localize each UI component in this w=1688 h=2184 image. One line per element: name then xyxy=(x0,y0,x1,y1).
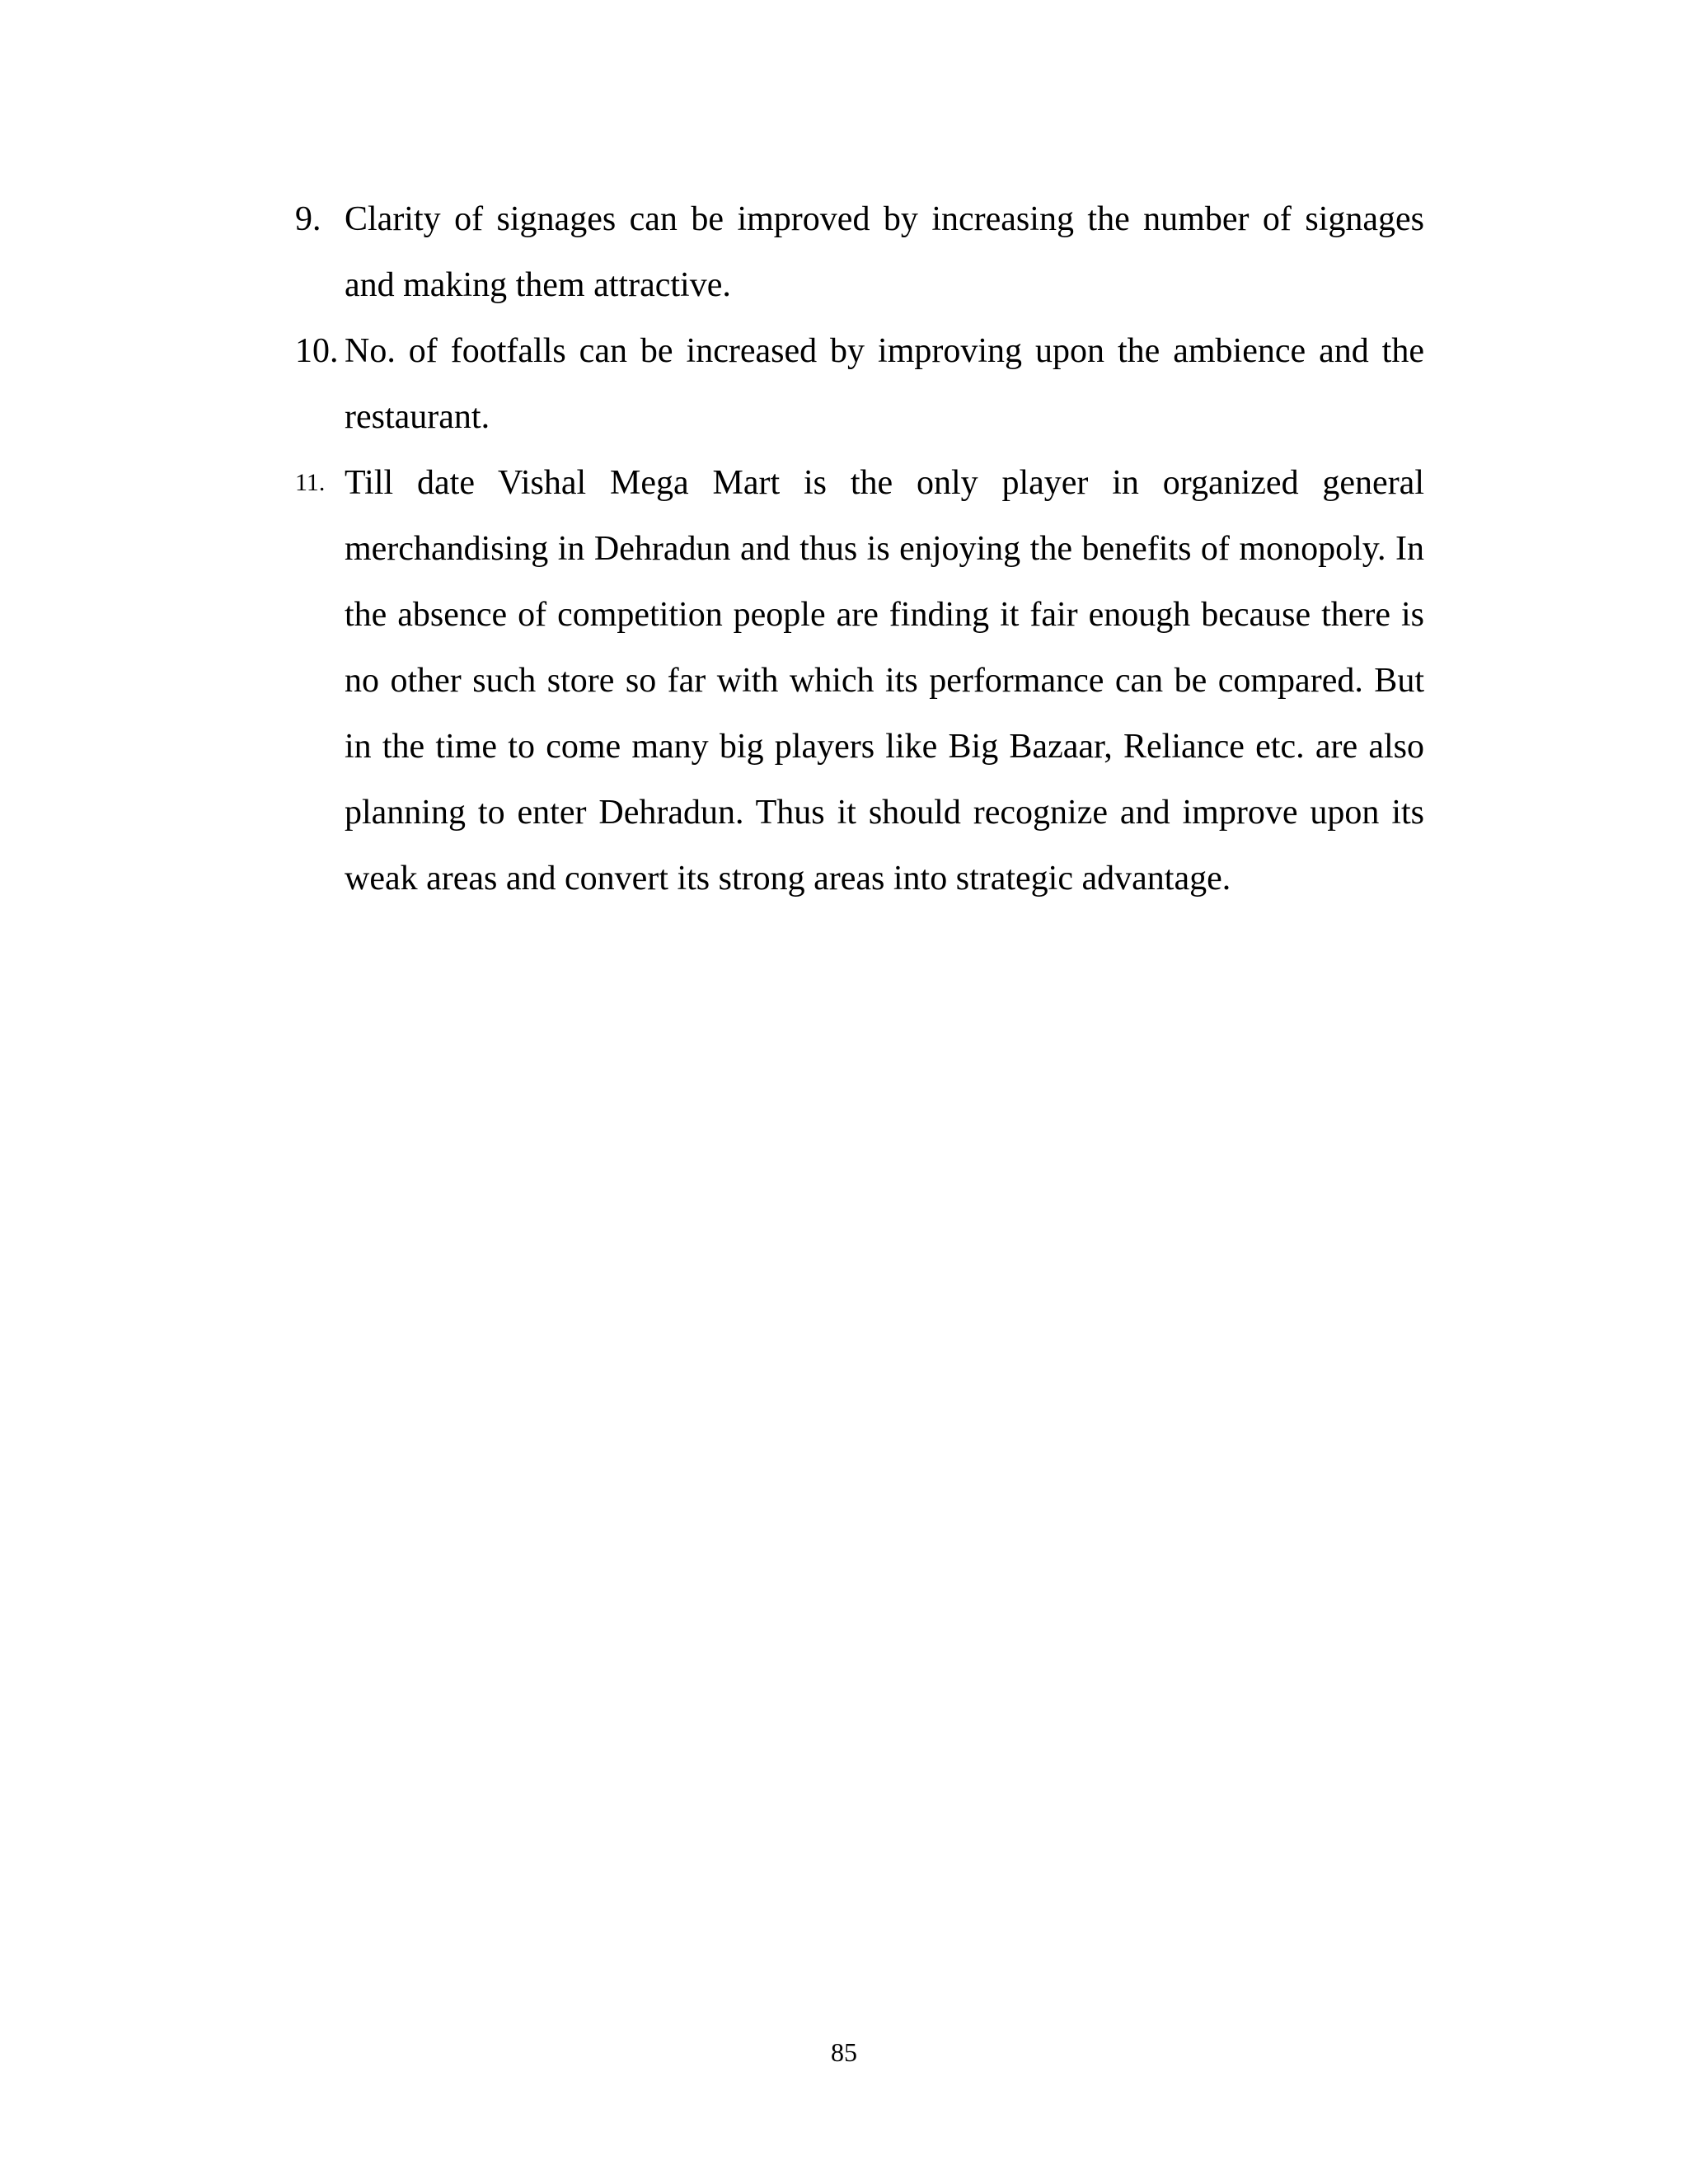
list-item-text: Clarity of signages can be improved by increasing the number of signages and making them attractive. xyxy=(345,200,1424,304)
list-item-text: No. of footfalls can be increased by improving upon the ambience and the restaurant. xyxy=(345,332,1424,436)
list-item-number: 11. xyxy=(295,469,326,496)
list-item xyxy=(295,318,1424,450)
list-item-number: 9. xyxy=(295,200,321,238)
page-number: 85 xyxy=(831,2037,857,2067)
list-item-text: Till date Vishal Mega Mart is the only player in organized general merchandising in Dehradun and thus is enjoying the benefits of monopoly. In the absence of competition people are finding it fair enough because there is no other such store so far with which its performance can be compared. But in the time to come many big players like Big Bazaar, Reliance etc. are also planning to enter Dehradun. Thus it should recognize and improve upon its weak areas and convert its strong areas into strategic advantage. xyxy=(345,464,1424,898)
recommendations-list xyxy=(295,186,1424,912)
list-item-number: 10. xyxy=(295,332,339,370)
list-item xyxy=(295,186,1424,318)
list-item xyxy=(295,450,1424,912)
